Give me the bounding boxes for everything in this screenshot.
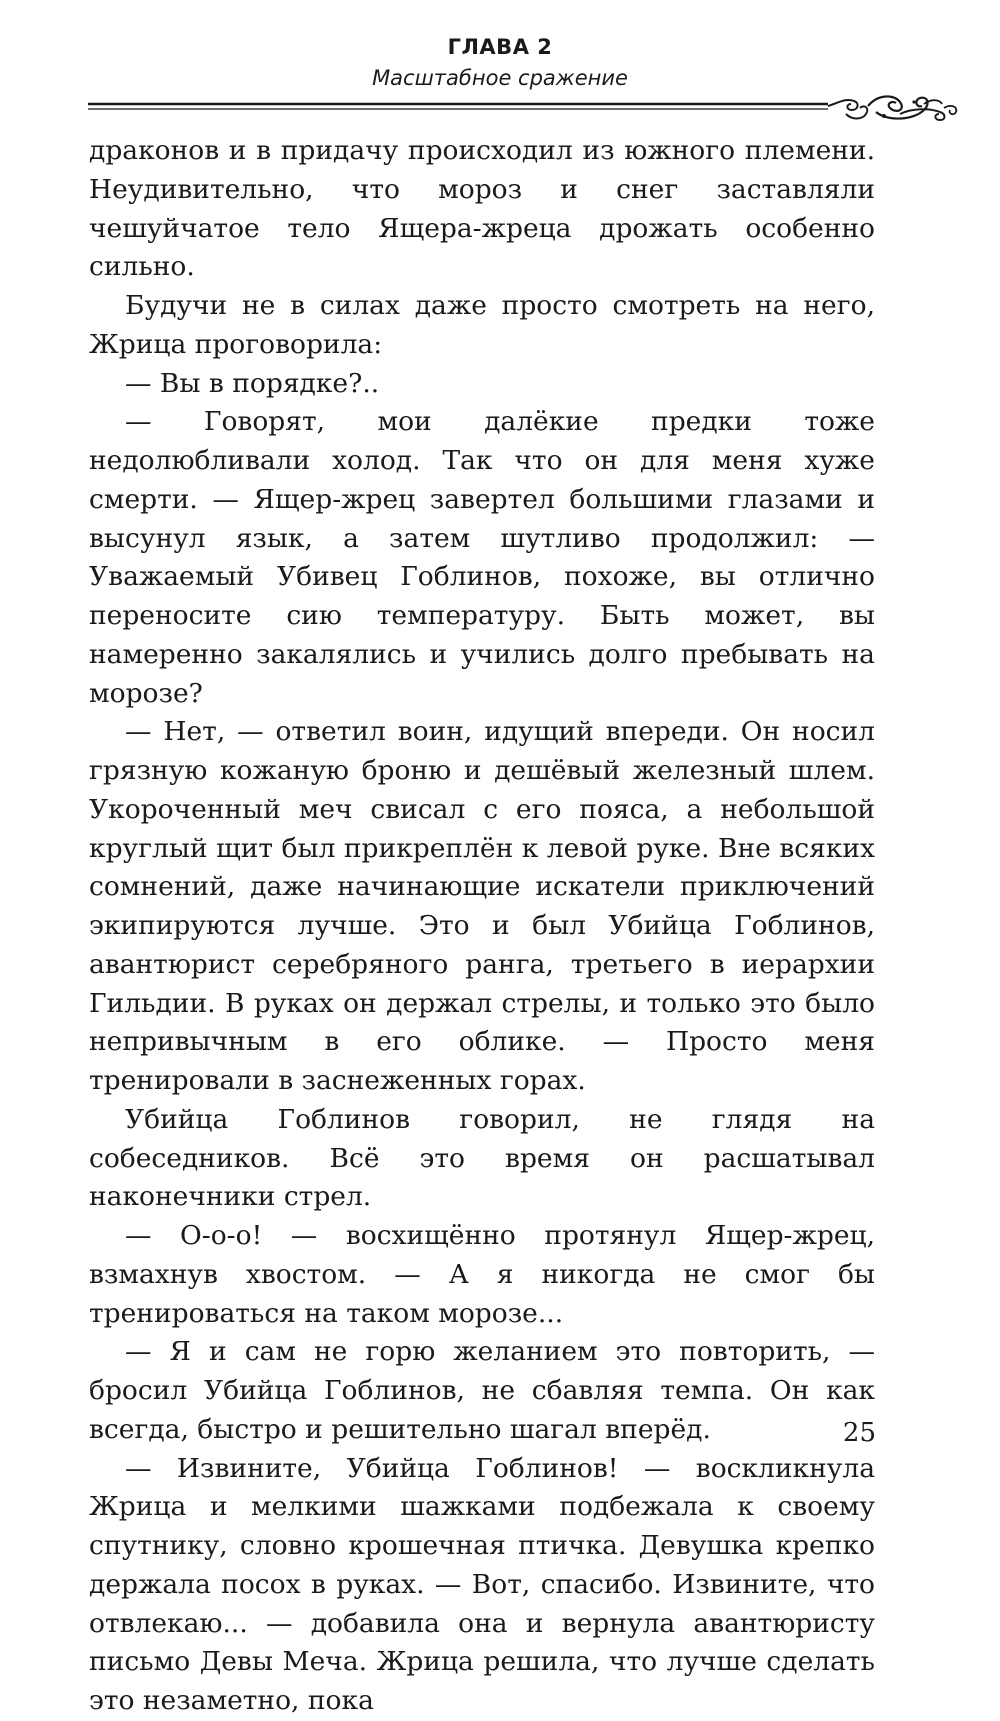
paragraph: — О-о-о! — восхищённо протянул Ящер-жрец, взмахнув хвостом. — А я никогда не смог бы тренироваться на таком морозе... <box>89 1220 875 1329</box>
running-header <box>0 34 1000 92</box>
flourish-ornament-icon <box>88 90 963 126</box>
paragraph: — Говорят, мои далёкие предки тоже недолюбливали холод. Так что он для меня хуже смерти. — Ящер-жрец завертел большими глазами и высунул язык, а затем шутливо продолжил: — Уважаемый Убивец Гоблинов, похоже, вы отлично переносите сию температуру. Быть может, вы намеренно закалялись и учились долго пребывать на морозе? <box>89 406 875 709</box>
paragraph: Убийца Гоблинов говорил, не глядя на собеседников. Всё это время он расшатывал наконечники стрел. <box>89 1103 875 1213</box>
paragraph: — Извините, Убийца Гоблинов! — воскликнула Жрица и мелкими шажками подбежала к своему спутнику, словно крошечная птичка. Девушка крепко держала посох в руках. — Вот, спасибо. Извините, что отвлекаю... — добавила она и вернула авантюристу письмо Девы Меча. Жрица решила, что лучше сделать это незаметно, пока <box>89 1452 875 1716</box>
page-number: 25 <box>842 1418 876 1448</box>
paragraph: драконов и в придачу происходил из южного племени. Неудивительно, что мороз и снег заставляли чешуйчатое тело Ящера-жреца дрожать особенно сильно. <box>89 135 875 283</box>
paragraph: — Нет, — ответил воин, идущий впереди. Он носил грязную кожаную броню и дешёвый железный шлем. Укороченный меч свисал с его пояса, а небольшой круглый щит был прикреплён к левой руке. Вне всяких сомнений, даже начинающие искатели приключений экипируются лучше. Это и был Убийца Гоблинов, авантюрист серебряного ранга, третьего в иерархии Гильдии. В руках он держал стрелы, и только это было непривычным в его облике. — Просто меня тренировали в заснеженных горах. <box>89 716 875 1096</box>
chapter-title: Масштабное сражение <box>372 66 628 90</box>
paragraph: Будучи не в силах даже просто смотреть на него, Жрица проговорила: <box>89 290 875 360</box>
chapter-label: ГЛАВА 2 <box>447 35 553 59</box>
paragraph: — Я и сам не горю желанием это повторить, — бросил Убийца Гоблинов, не сбавляя темпа. Он как всегда, быстро и решительно шагал вперёд. <box>89 1336 875 1445</box>
body-text <box>89 132 875 1721</box>
paragraph: — Вы в порядке?.. <box>125 367 380 399</box>
header-rule <box>88 90 963 126</box>
